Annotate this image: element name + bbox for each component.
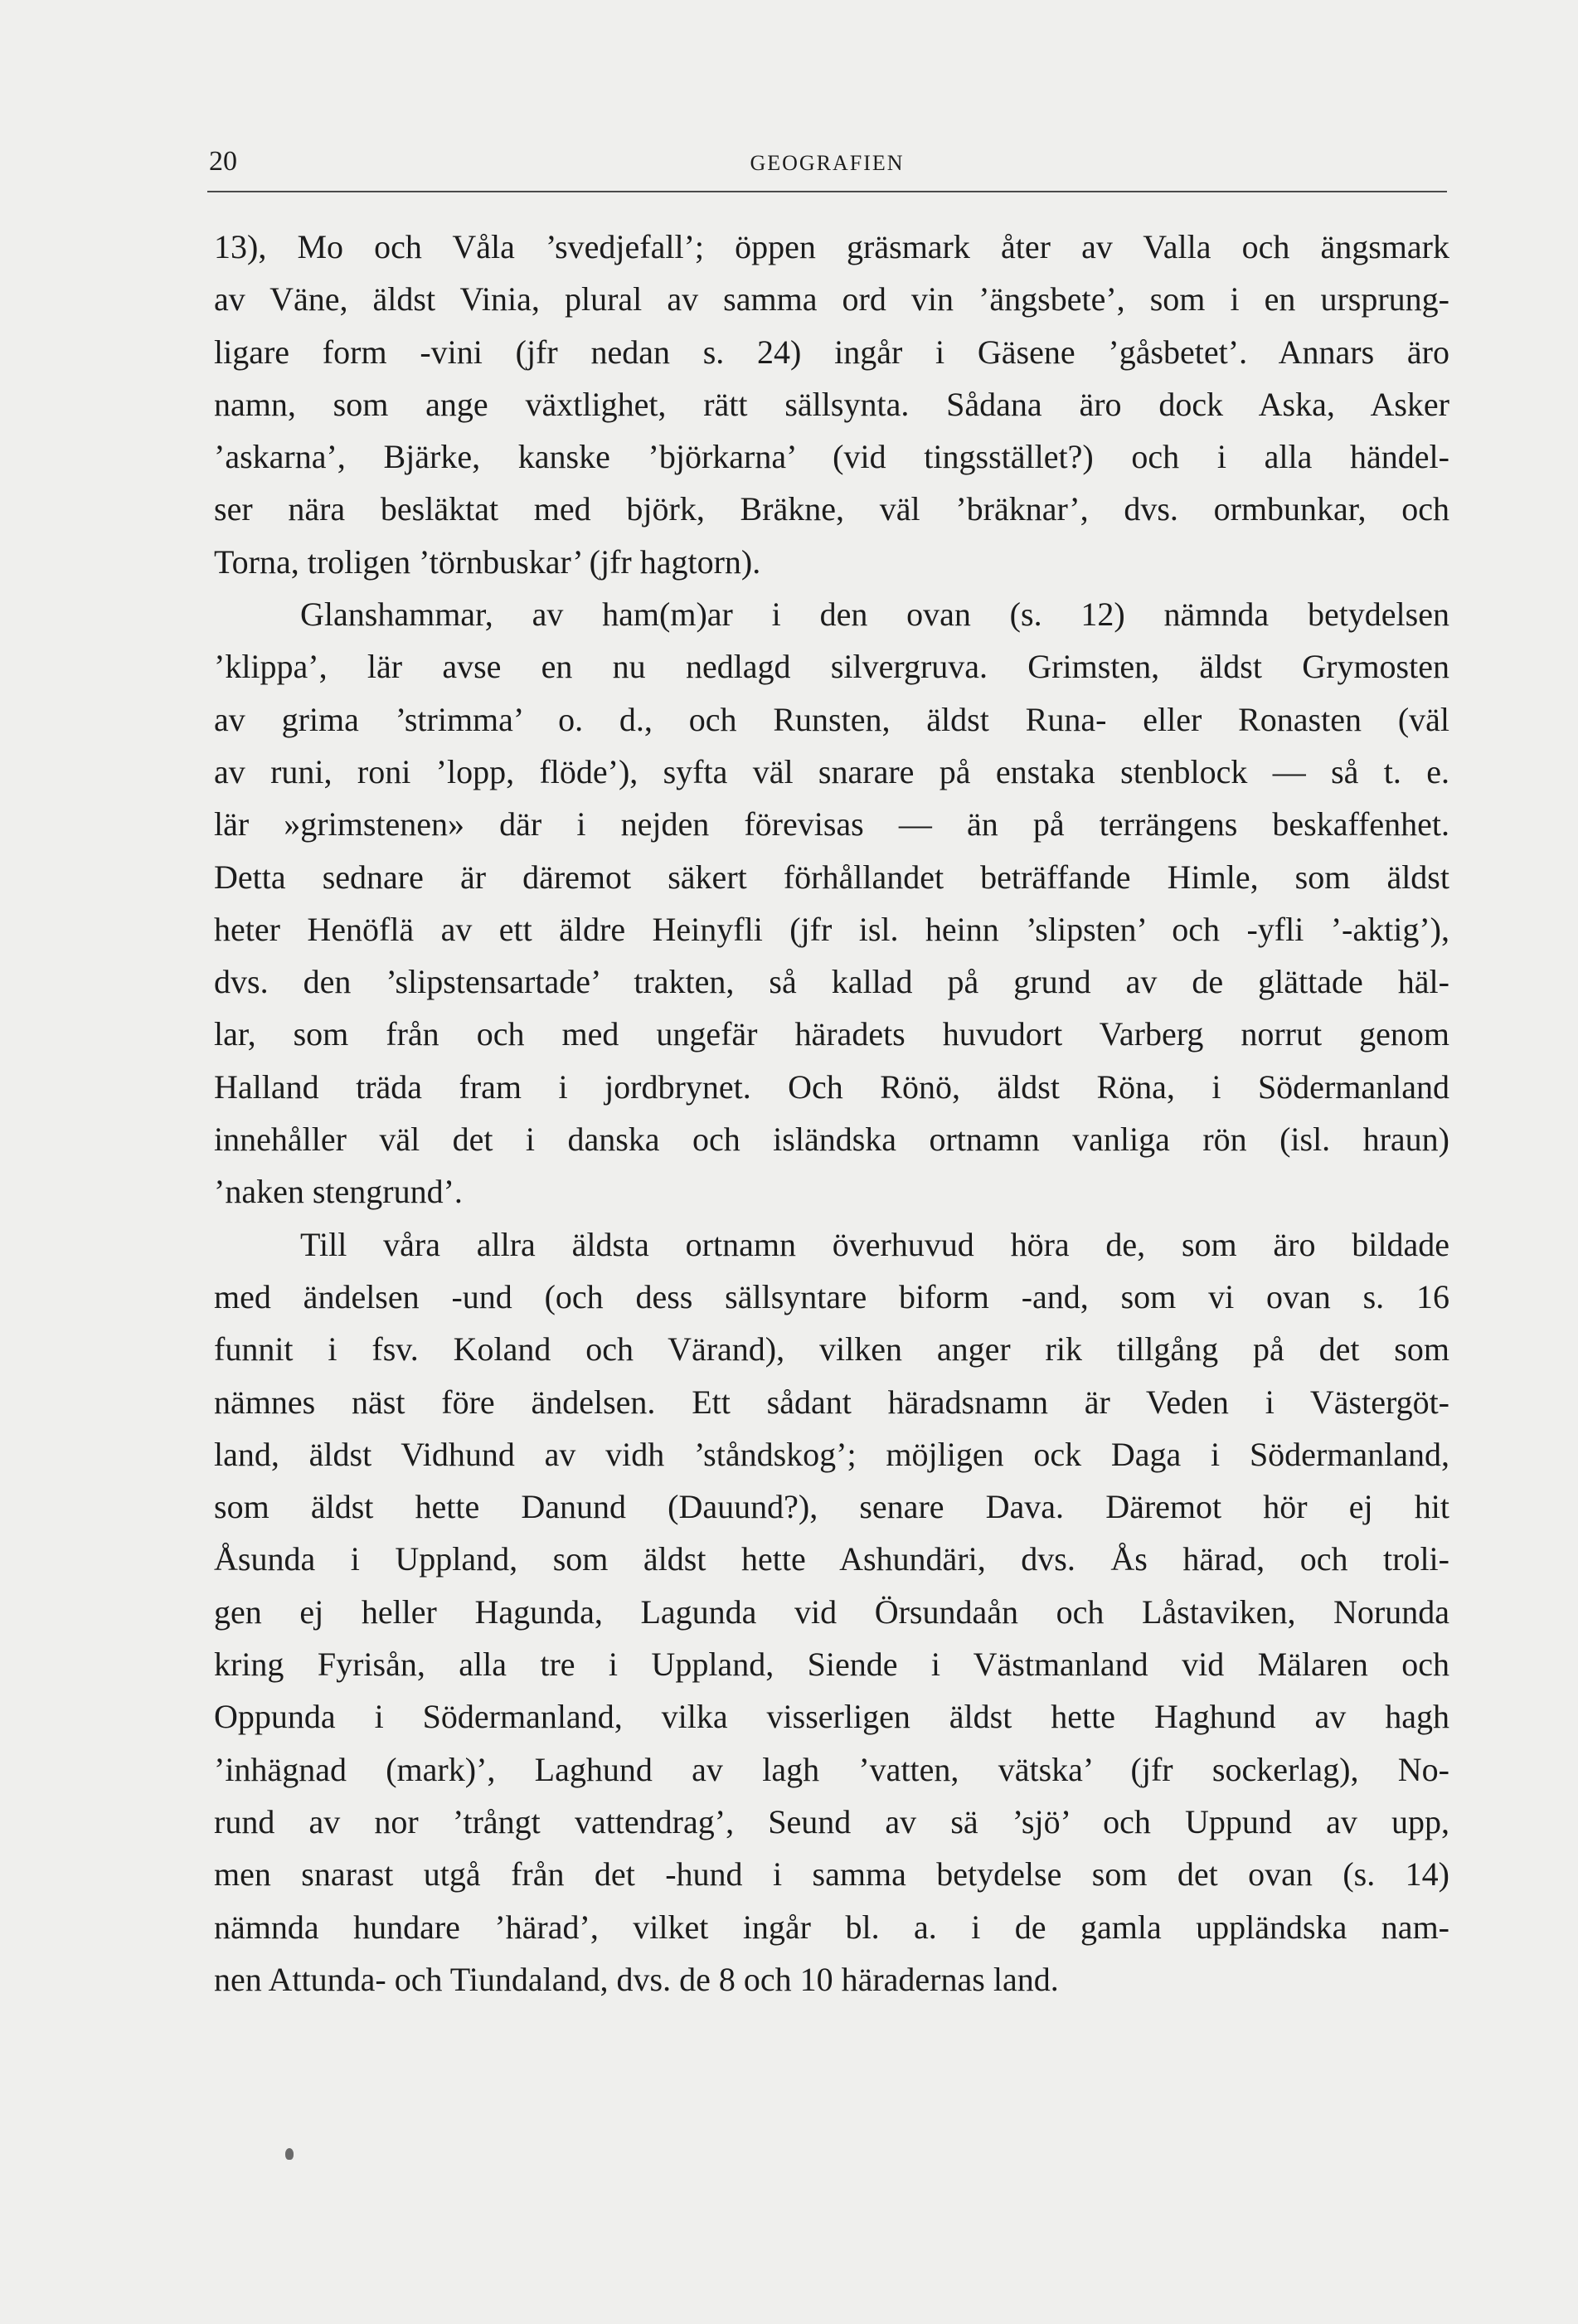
text-line: nen Attunda- och Tiundaland, dvs. de 8 och 10 häradernas land. xyxy=(214,1960,1059,1998)
text-line: namn, som ange växtlighet, rätt sällsynta. Sådana äro dock Aska, Asker xyxy=(214,385,1449,423)
text-line: av runi, roni ’lopp, flöde’), syfta väl snarare på enstaka stenblock — så t. e. xyxy=(214,752,1449,790)
text-line: Torna, troligen ’törnbuskar’ (jfr hagtorn). xyxy=(214,542,761,581)
text-line: Halland träda fram i jordbrynet. Och Rönö, äldst Röna, i Södermanland xyxy=(214,1067,1449,1106)
paragraph-first-line: Glanshammar, av ham(m)ar i den ovan (s. 12) nämnda betydelsen xyxy=(300,596,1449,634)
text-line: med ändelsen -und (och dess sällsyntare biform -and, som vi ovan s. 16 xyxy=(214,1277,1449,1315)
text-line: rund av nor ’trångt vattendrag’, Seund av sä ’sjö’ och Uppund av upp, xyxy=(214,1802,1449,1840)
text-line: ’askarna’, Bjärke, kanske ’björkarna’ (vid tingsstället?) och i alla händel- xyxy=(214,438,1449,476)
text-line: dvs. den ’slipstensartade’ trakten, så kallad på grund av de glättade häl- xyxy=(214,963,1449,1001)
running-head: GEOGRAFIEN xyxy=(750,151,905,175)
text-line: innehåller väl det i danska och isländska ortnamn vanliga rön (isl. hraun) xyxy=(214,1121,1449,1159)
text-line: Oppunda i Södermanland, vilka visserligen äldst hette Haghund av hagh xyxy=(214,1698,1449,1736)
text-line: lär »grimstenen» där i nejden förevisas — än på terrängens beskaffenhet. xyxy=(214,805,1449,844)
text-line: Detta sednare är däremot säkert förhållandet beträffande Himle, som äldst xyxy=(214,858,1449,896)
paragraph-first-line: Till våra allra äldsta ortnamn överhuvud höra de, som äro bildade xyxy=(300,1225,1449,1263)
text-line: som äldst hette Danund (Dauund?), senare Dava. Däremot hör ej hit xyxy=(214,1488,1449,1526)
text-line: ser nära besläktat med björk, Bräkne, väl ’bräknar’, dvs. ormbunkar, och xyxy=(214,490,1449,528)
text-line: ’klippa’, lär avse en nu nedlagd silvergruva. Grimsten, äldst Grymosten xyxy=(214,648,1449,686)
text-line: 13), Mo och Våla ’svedjefall’; öppen gräsmark åter av Valla och ängsmark xyxy=(214,228,1449,265)
page-header xyxy=(207,141,1447,192)
text-line: land, äldst Vidhund av vidh ’ståndskog’; möjligen ock Daga i Södermanland, xyxy=(214,1435,1449,1473)
text-line: men snarast utgå från det -hund i samma betydelse som det ovan (s. 14) xyxy=(214,1855,1449,1894)
text-line: av Väne, äldst Vinia, plural av samma ord vin ’ängsbete’, som i en ursprung- xyxy=(214,280,1449,318)
page-number: 20 xyxy=(209,146,237,177)
text-line: Åsunda i Uppland, som äldst hette Ashundäri, dvs. Ås härad, och troli- xyxy=(214,1540,1449,1578)
text-line: funnit i fsv. Koland och Värand), vilken anger rik tillgång på det som xyxy=(214,1330,1449,1369)
text-line: ’inhägnad (mark)’, Laghund av lagh ’vatten, vätska’ (jfr sockerlag), No- xyxy=(214,1750,1449,1788)
text-line: ’naken stengrund’. xyxy=(214,1173,463,1211)
ink-speck xyxy=(285,2148,294,2160)
text-line: gen ej heller Hagunda, Lagunda vid Örsundaån och Låstaviken, Norunda xyxy=(214,1592,1449,1631)
text-line: nämnes näst före ändelsen. Ett sådant häradsnamn är Veden i Västergöt- xyxy=(214,1383,1449,1421)
text-line: nämnda hundare ’härad’, vilket ingår bl. a. i de gamla uppländska nam- xyxy=(214,1908,1449,1946)
text-line: kring Fyrisån, alla tre i Uppland, Siende i Västmanland vid Mälaren och xyxy=(214,1646,1449,1684)
body-text xyxy=(214,221,1449,2006)
text-line: av grima ’strimma’ o. d., och Runsten, äldst Runa- eller Ronasten (väl xyxy=(214,700,1449,738)
text-line: heter Henöflä av ett äldre Heinyfli (jfr isl. heinn ’slipsten’ och -yfli ’-aktig’), xyxy=(214,910,1449,948)
text-line: lar, som från och med ungefär häradets huvudort Varberg norrut genom xyxy=(214,1015,1449,1053)
text-line: ligare form -vini (jfr nedan s. 24) ingår i Gäsene ’gåsbetet’. Annars äro xyxy=(214,333,1449,371)
